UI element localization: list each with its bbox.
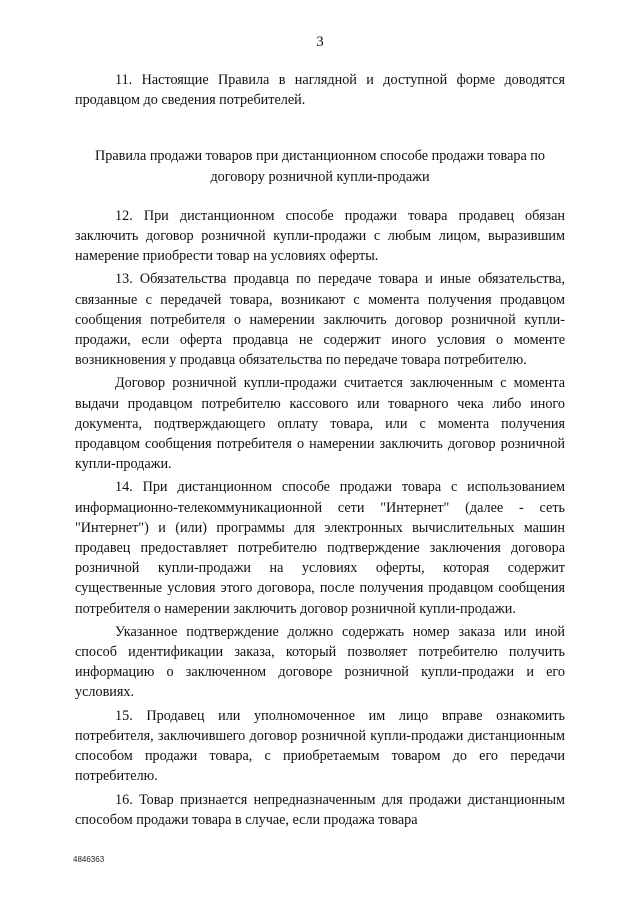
spacer [75,187,565,206]
paragraph-15: 15. Продавец или уполномоченное им лицо вправе ознакомить потребителя, заключившего договор розничной купли-продажи дистанционным способом продажи товара, с приобретаемым товаром до его передачи потребителю. [75,707,565,785]
paragraph-13: 13. Обязательства продавца по передаче товара и иные обязательства, связанные с передачей товара, возникают с момента получения продавцом сообщения потребителя о намерении заключить договор розничной купли-продажи, если оферта продавца не содержит иного условия о моменте возникновения у продавца обязательства по передаче товара потребителю. [75,271,565,369]
paragraph-13-contract: Договор розничной купли-продажи считается заключенным с момента выдачи продавцом потребителю кассового или товарного чека либо иного документа, подтверждающего оплату товара, или с момента получения продавцом сообщения потребителя о намерении заключить договор розничной купли-продажи. [75,375,565,473]
document-id: 4846363 [73,855,105,864]
section-heading: Правила продажи товаров при дистанционном способе продажи товара по договору розничной купли-продажи [94,148,545,185]
spacer [75,110,565,146]
paragraph-12: 12. При дистанционном способе продажи товара продавец обязан заключить договор розничной купли-продажи с любым лицом, выразившим намерение приобрести товар на условиях оферты. [75,207,565,265]
paragraph-14-confirmation: Указанное подтверждение должно содержать номер заказа или иной способ идентификации заказа, который позволяет потребителю получить информацию о заключенном договоре розничной купли-продажи и его условиях. [75,623,565,701]
document-body [75,70,565,830]
paragraph-14: 14. При дистанционном способе продажи товара с использованием информационно-телекоммуникационной сети "Интернет" (далее - сеть "Интернет") и (или) программы для электронных вычислительных машин продавец предоставляет потребителю подтверждение заключения договора розничной купли-продажи на условиях оферты, которая содержит существенные условия этого договора, после получения продавцом сообщения потребителя о намерении заключить договор розничной купли-продажи. [75,479,565,617]
paragraph-16: 16. Товар признается непредназначенным для продажи дистанционным способом продажи товара в случае, если продажа товара [75,791,565,828]
paragraph-11: 11. Настоящие Правила в наглядной и доступной форме доводятся продавцом до сведения потребителей. [75,72,565,109]
page-number: 3 [316,34,324,50]
